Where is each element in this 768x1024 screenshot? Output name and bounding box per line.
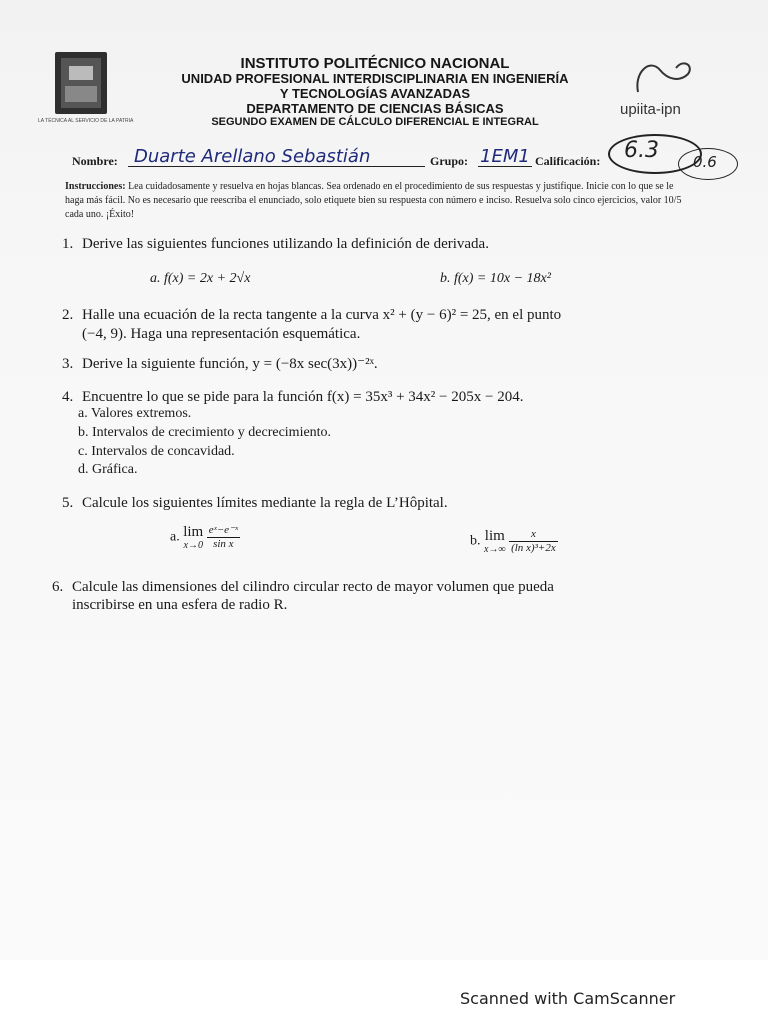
question-number: 6. [52,579,64,595]
unit-subtitle: Y TECNOLOGÍAS AVANZADAS [279,86,471,101]
question-6-line2: inscribirse en una esfera de radio R. [72,597,288,613]
question-5-a [170,524,240,551]
limit-b-fraction [509,528,558,555]
group-label: Grupo: [430,154,469,168]
limit-b-label: b. [470,533,481,549]
department-title: DEPARTAMENTO DE CIENCIAS BÁSICAS [246,101,504,116]
grade-note: 0.6 [693,153,717,171]
limit-b-word: lim [484,528,505,544]
grade-label: Calificación: [535,154,601,168]
question-1-b: b. f(x) = 10x − 18x² [440,271,551,286]
limit-a-numerator: eˣ−e⁻ˣ [208,524,238,536]
scanner-watermark: Scanned with CamScanner [460,989,676,1008]
question-number: 4. [62,389,74,405]
name-label: Nombre: [72,154,118,168]
question-number: 3. [62,356,74,372]
question-4-item-c: c. Intervalos de concavidad. [78,444,235,459]
question-number: 5. [62,495,74,511]
group-field [478,146,532,167]
instructions-label: Instrucciones: [65,181,126,192]
campus-label: upiita-ipn [620,101,681,118]
question-number: 1. [62,236,74,252]
limit-b [484,528,506,555]
question-number: 2. [62,307,74,323]
logo-caption: LA TÉCNICA AL SERVICIO DE LA PATRIA [38,118,134,124]
ipn-logo [55,52,107,114]
limit-b-denominator: (ln x)³+2x [511,542,556,554]
instructions [65,180,685,222]
question-4-item-a: a. Valores extremos. [78,406,192,421]
limit-a-word: lim [183,524,204,540]
question-5 [62,494,722,512]
limit-b-sub: x→∞ [484,544,506,555]
question-2 [62,306,722,324]
question-4-item-b: b. Intervalos de crecimiento y decrecimiento. [78,425,332,440]
question-6 [52,578,722,596]
question-2-line2: (−4, 9). Haga una representación esquemática. [82,326,361,342]
unit-title: UNIDAD PROFESIONAL INTERDISCIPLINARIA EN INGENIERÍA [181,71,569,86]
name-field [128,146,425,167]
grade-value: 6.3 [624,138,659,163]
exam-title: SEGUNDO EXAMEN DE CÁLCULO DIFERENCIAL E INTEGRAL [211,116,539,128]
question-4 [62,388,742,406]
question-text: Encuentre lo que se pide para la función f(x) = 35x³ + 34x² − 205x − 204. [82,389,524,405]
question-3 [62,355,722,373]
limit-a-denominator: sin x [213,538,234,550]
limit-a-sub: x→0 [183,540,203,551]
question-text-line1: Calcule las dimensiones del cilindro circular recto de mayor volumen que pueda [72,579,554,595]
instructions-text: Lea cuidadosamente y resuelva en hojas blancas. Sea ordenado en el procedimiento de sus respuestas y justifique. Inicie con lo que se le haga más fácil. No es necesario que reescriba el enunciado, solo etiquete bien su respuesta con número e inciso. Resuelva solo cinco ejercicios, valor 10/5 cada uno. ¡Éxito! [65,181,682,220]
question-1-a: a. f(x) = 2x + 2√x [150,271,251,286]
limit-a-fraction [207,524,240,551]
limit-b-numerator: x [509,528,558,542]
institution-title: INSTITUTO POLITÉCNICO NACIONAL [240,55,510,72]
grade-note-circle [678,148,738,180]
question-5-b [470,528,558,555]
question-text-line1: Halle una ecuación de la recta tangente a la curva x² + (y − 6)² = 25, en el punto [82,307,562,323]
question-text: Derive las siguientes funciones utilizando la definición de derivada. [82,236,489,252]
name-value: Duarte Arellano Sebastián [134,146,371,167]
question-4-item-d: d. Gráfica. [78,462,138,477]
question-text: Derive la siguiente función, y = (−8x sec(3x))⁻²ˣ. [82,356,378,372]
group-value: 1EM1 [480,146,530,167]
question-1 [62,235,722,253]
limit-a-label: a. [170,529,180,545]
question-text: Calcule los siguientes límites mediante la regla de L’Hôpital. [82,495,448,511]
limit-a [183,524,203,551]
campus-logo-icon [630,52,700,105]
